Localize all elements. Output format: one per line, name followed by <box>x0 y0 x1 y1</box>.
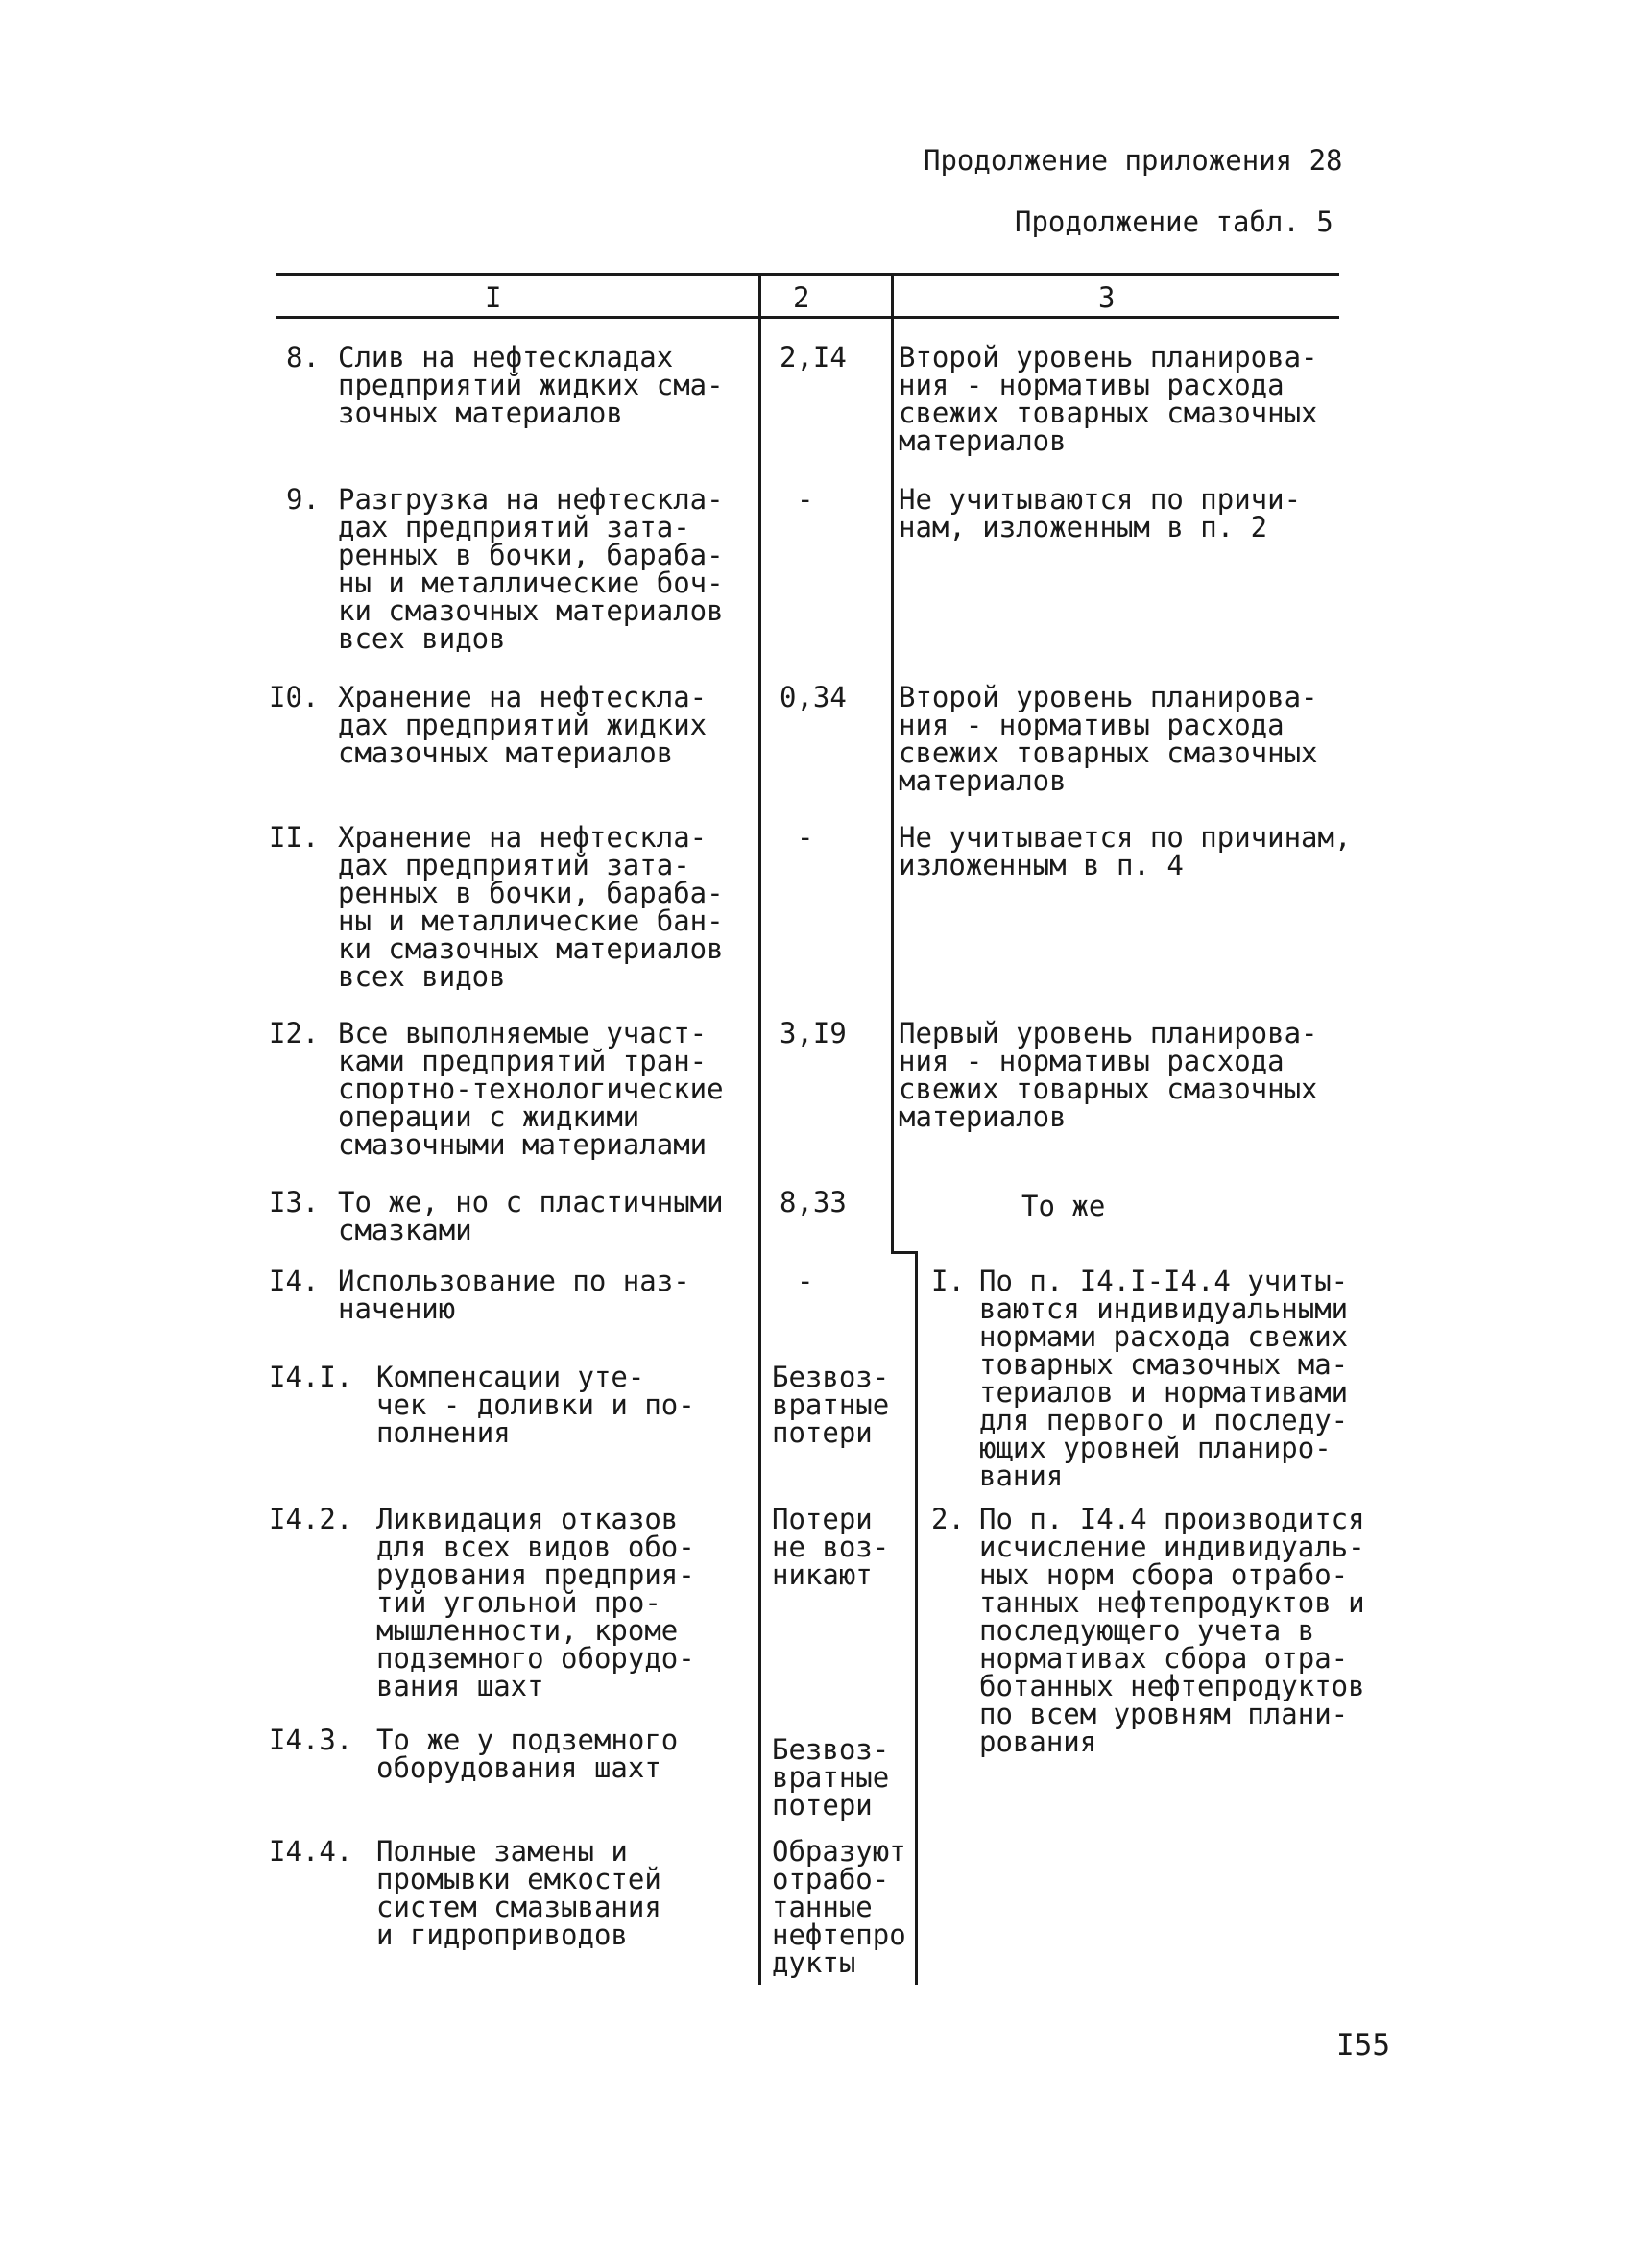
row-operation: Компенсации уте- чек - доливки и по- полнения <box>376 1361 695 1449</box>
column-header-2: 2 <box>793 281 810 314</box>
row-note: Не учитываются по причи- нам, изложенным в п. 2 <box>899 483 1302 543</box>
row-value: 8,33 <box>780 1186 847 1218</box>
row-value: - <box>797 821 814 854</box>
row-operation: Слив на нефтескладах предприятий жидких сма- зочных материалов <box>338 341 724 429</box>
row-operation: Использование по наз- начению <box>338 1265 690 1325</box>
row-number: I4. <box>269 1265 320 1297</box>
appendix-continuation: Продолжение приложения 28 <box>924 144 1343 177</box>
column-divider-2-upper <box>891 276 894 1253</box>
row-operation: Хранение на нефтескла- дах предприятий зата- ренных в бочки, бараба- ны и металлические бан- ки смазочных материалов всех видов <box>338 821 724 993</box>
table-top-rule <box>276 273 1339 276</box>
page-number: I55 <box>1336 2028 1390 2063</box>
row-value: - <box>797 483 814 516</box>
row-operation: Все выполняемые участ- ками предприятий тран- спортно-технологические операции с жидкими смазочными материалами <box>338 1017 724 1161</box>
column-divider-1 <box>758 276 761 1985</box>
row-number: I4.I. <box>269 1361 353 1393</box>
row-value: 3,I9 <box>780 1017 847 1050</box>
column-divider-2-lower <box>915 1251 918 1985</box>
column-header-1: I <box>485 281 502 314</box>
row-value: - <box>797 1265 814 1297</box>
row-value: Образуют отрабо- танные нефтепро дукты <box>772 1835 906 1979</box>
column-header-3: 3 <box>1098 281 1116 314</box>
row-number: 8. <box>286 341 320 374</box>
row-number: I2. <box>269 1017 320 1050</box>
row-value: 0,34 <box>780 681 847 713</box>
table-continuation: Продолжение табл. 5 <box>1015 205 1333 238</box>
row-operation: То же, но с пластичными смазками <box>338 1186 724 1246</box>
row-number: I4.3. <box>269 1724 353 1756</box>
row-operation: Полные замены и промывки емкостей систем смазывания и гидроприводов <box>376 1835 661 1951</box>
note-1-text: По п. I4.I-I4.4 учиты- ваются индивидуальными нормами расхода свежих товарных смазочных ма- териалов и нормативами для первого и последу- ющих уровней планиро- вания <box>979 1265 1349 1492</box>
note-2-number: 2. <box>931 1503 965 1535</box>
row-number: I4.2. <box>269 1503 353 1535</box>
column-divider-2-step <box>891 1251 918 1254</box>
row-number: I4.4. <box>269 1835 353 1868</box>
row-note: Второй уровень планирова- ния - нормативы расхода свежих товарных смазочных материалов <box>899 681 1318 797</box>
row-note: Первый уровень планирова- ния - нормативы расхода свежих товарных смазочных материалов <box>899 1017 1318 1133</box>
note-1-number: I. <box>931 1265 965 1297</box>
row-note: Второй уровень планирова- ния - нормативы расхода свежих товарных смазочных материалов <box>899 341 1318 457</box>
row-note: То же <box>1021 1190 1106 1222</box>
row-operation: Хранение на нефтескла- дах предприятий жидких смазочных материалов <box>338 681 708 769</box>
row-operation: Разгрузка на нефтескла- дах предприятий зата- ренных в бочки, бараба- ны и металлические боч- ки смазочных материалов всех видов <box>338 483 724 655</box>
note-2-text: По п. I4.4 производится исчисление индивидуаль- ных норм сбора отрабо- танных нефтепродуктов и последующего учета в нормативах сбора отра- ботанных нефтепродуктов по всем уровням плани- рования <box>979 1503 1365 1758</box>
row-number: I3. <box>269 1186 320 1218</box>
table-header-rule <box>276 316 1339 319</box>
row-value: Потери не воз- никают <box>772 1503 890 1591</box>
row-operation: Ликвидация отказов для всех видов обо- рудования предприя- тий угольной про- мышленности, кроме подземного оборудо- вания шахт <box>376 1503 695 1702</box>
row-value: Безвоз- вратные потери <box>772 1361 890 1449</box>
row-note: Не учитывается по причинам, изложенным в п. 4 <box>899 821 1352 881</box>
row-number: 9. <box>286 483 320 516</box>
row-value: Безвоз- вратные потери <box>772 1733 890 1822</box>
row-number: I0. <box>269 681 320 713</box>
row-value: 2,I4 <box>780 341 847 374</box>
row-operation: То же у подземного оборудования шахт <box>376 1724 679 1784</box>
row-number: II. <box>269 821 320 854</box>
